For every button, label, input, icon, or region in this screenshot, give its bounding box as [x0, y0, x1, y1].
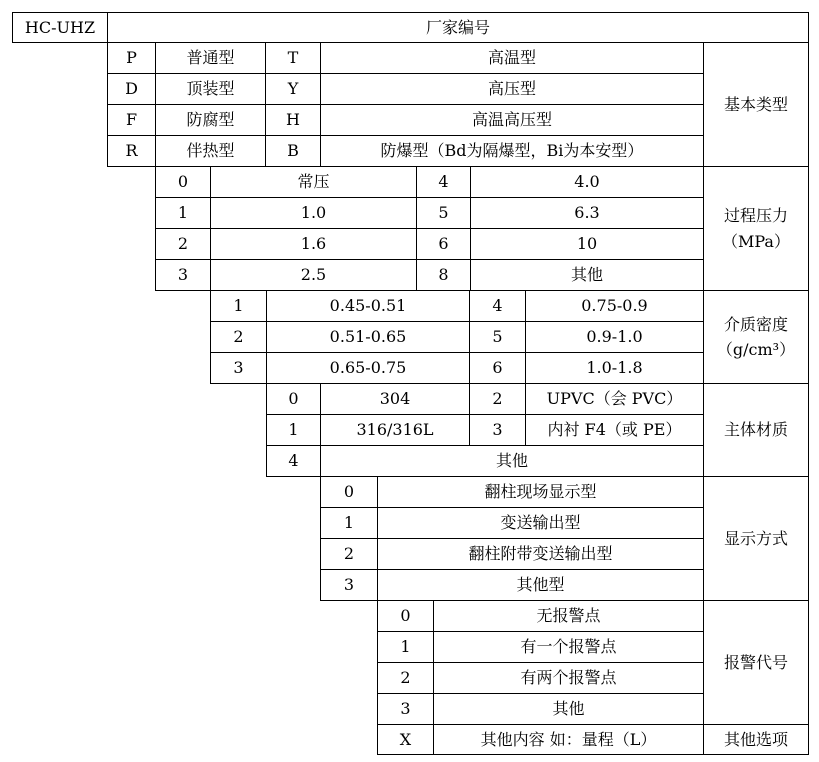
pressure-value: 10	[470, 228, 704, 260]
alarm-code: 2	[377, 662, 434, 694]
material-label: 主体材质	[703, 383, 809, 477]
alarm-code: 1	[377, 631, 434, 663]
material-value: 316/316L	[320, 414, 470, 446]
pressure-value: 1.0	[210, 197, 417, 229]
density-code: 5	[469, 321, 526, 353]
density-label	[703, 290, 809, 384]
display-label: 显示方式	[703, 476, 809, 601]
alarm-value: 有一个报警点	[433, 631, 704, 663]
basic-type-code: P	[107, 42, 156, 74]
material-value: UPVC（会 PVC）	[525, 383, 704, 415]
pressure-label-unit: （MPa）	[722, 231, 790, 251]
basic-type-name: 高压型	[320, 73, 704, 105]
alarm-label: 报警代号	[703, 600, 809, 725]
display-value: 翻柱现场显示型	[377, 476, 704, 508]
basic-type-name: 普通型	[155, 42, 266, 74]
pressure-code: 1	[155, 197, 211, 229]
manufacturer-code-header: 厂家编号	[107, 12, 809, 43]
density-code: 4	[469, 290, 526, 322]
other-label: 其他选项	[703, 724, 809, 755]
display-value: 其他型	[377, 569, 704, 601]
pressure-code: 0	[155, 166, 211, 198]
material-code: 2	[469, 383, 526, 415]
density-code: 3	[210, 352, 267, 384]
density-value: 0.75-0.9	[525, 290, 704, 322]
pressure-code: 8	[416, 259, 471, 291]
basic-type-label: 基本类型	[703, 42, 809, 167]
material-code: 0	[266, 383, 321, 415]
basic-type-name: 顶装型	[155, 73, 266, 105]
basic-type-code: H	[265, 104, 321, 136]
pressure-code: 4	[416, 166, 471, 198]
material-code: 4	[266, 445, 321, 477]
basic-type-code: T	[265, 42, 321, 74]
display-code: 2	[320, 538, 378, 570]
pressure-code: 6	[416, 228, 471, 260]
alarm-value: 无报警点	[433, 600, 704, 632]
display-value: 翻柱附带变送输出型	[377, 538, 704, 570]
density-value: 0.45-0.51	[266, 290, 470, 322]
basic-type-name: 高温高压型	[320, 104, 704, 136]
pressure-code: 5	[416, 197, 471, 229]
material-value: 其他	[320, 445, 704, 477]
pressure-value: 1.6	[210, 228, 417, 260]
basic-type-name: 防爆型（Bd为隔爆型，Bi为本安型）	[320, 135, 704, 167]
display-code: 0	[320, 476, 378, 508]
display-code: 3	[320, 569, 378, 601]
material-value: 内衬 F4（或 PE）	[525, 414, 704, 446]
density-value: 1.0-1.8	[525, 352, 704, 384]
alarm-code: 0	[377, 600, 434, 632]
pressure-value: 2.5	[210, 259, 417, 291]
density-value: 0.9-1.0	[525, 321, 704, 353]
pressure-value: 常压	[210, 166, 417, 198]
density-label-unit: （g/cm³）	[716, 340, 796, 359]
pressure-value: 6.3	[470, 197, 704, 229]
material-value: 304	[320, 383, 470, 415]
density-code: 6	[469, 352, 526, 384]
basic-type-name: 伴热型	[155, 135, 266, 167]
alarm-value: 有两个报警点	[433, 662, 704, 694]
material-code: 1	[266, 414, 321, 446]
basic-type-code: B	[265, 135, 321, 167]
pressure-code: 3	[155, 259, 211, 291]
density-code: 1	[210, 290, 267, 322]
pressure-code: 2	[155, 228, 211, 260]
basic-type-name: 高温型	[320, 42, 704, 74]
density-code: 2	[210, 321, 267, 353]
other-value: 其他内容 如：量程（L）	[433, 724, 704, 755]
pressure-value: 其他	[470, 259, 704, 291]
basic-type-code: D	[107, 73, 156, 105]
display-code: 1	[320, 507, 378, 539]
density-value: 0.51-0.65	[266, 321, 470, 353]
density-label-title: 介质密度	[723, 314, 788, 334]
basic-type-code: Y	[265, 73, 321, 105]
pressure-value: 4.0	[470, 166, 704, 198]
alarm-code: 3	[377, 693, 434, 725]
other-code: X	[377, 724, 434, 755]
pressure-label	[703, 166, 809, 291]
display-value: 变送输出型	[377, 507, 704, 539]
density-value: 0.65-0.75	[266, 352, 470, 384]
pressure-label-title: 过程压力	[723, 206, 788, 226]
model-code: HC-UHZ	[12, 12, 108, 43]
alarm-value: 其他	[433, 693, 704, 725]
material-code: 3	[469, 414, 526, 446]
basic-type-code: F	[107, 104, 156, 136]
basic-type-code: R	[107, 135, 156, 167]
basic-type-name: 防腐型	[155, 104, 266, 136]
